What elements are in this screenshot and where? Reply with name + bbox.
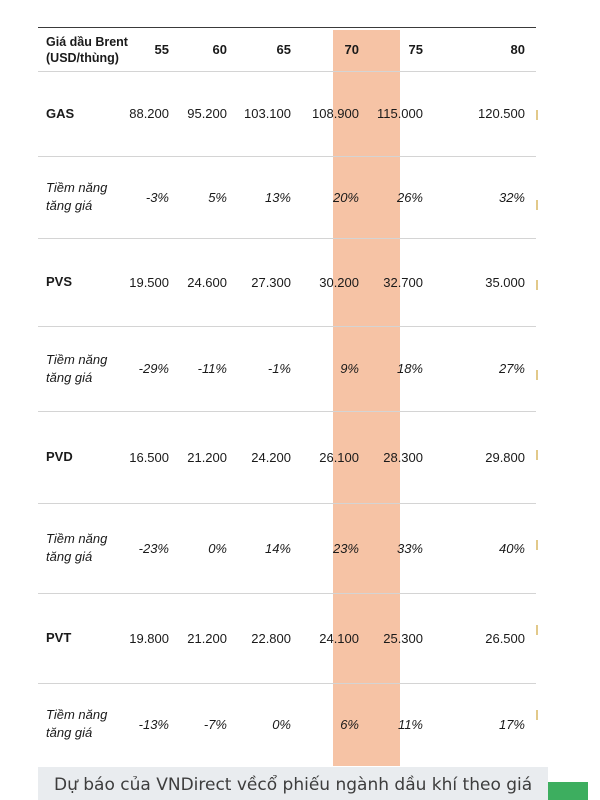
- row-label: [46, 156, 107, 238]
- table-cell: 21.200: [187, 630, 227, 646]
- table-cell: 13%: [264, 189, 291, 205]
- table-cell: 6%: [340, 716, 359, 732]
- scroll-mark: [536, 540, 538, 550]
- table-row-upside: [38, 326, 536, 412]
- table-cell: 29.800: [485, 449, 525, 465]
- table-cell: 80: [510, 42, 525, 57]
- table-cell: 0%: [272, 716, 291, 732]
- table-cell: 27.300: [251, 274, 291, 290]
- caption-bar: [38, 767, 548, 800]
- table-cell: 9%: [340, 361, 359, 376]
- green-action-button[interactable]: [548, 782, 588, 800]
- caption-text: Dự báo của VNDirect vềcổ phiếu ngành dầu khí theo giá: [54, 775, 533, 795]
- row-label-line: GAS: [46, 105, 75, 121]
- oil-price-sensitivity-table: [38, 27, 536, 766]
- table-cell: 21.200: [187, 449, 227, 465]
- table-row-price: [38, 71, 536, 157]
- row-label-line: Giá dầu Brent: [46, 34, 128, 49]
- table-cell: 65: [276, 42, 291, 57]
- table-cell: 14%: [264, 540, 291, 556]
- table-row-price: [38, 593, 536, 684]
- row-label-line: tăng giá: [46, 369, 93, 385]
- table-cell: 20%: [332, 189, 359, 205]
- table-cell: 32%: [498, 189, 525, 205]
- row-label: [46, 593, 71, 683]
- table-cell: 23%: [332, 540, 359, 556]
- table-row-upside: [38, 683, 536, 765]
- table-cell: 115.000: [376, 106, 423, 121]
- row-label-line: Tiềm năng: [46, 707, 108, 722]
- table-cell: 103.100: [244, 106, 291, 121]
- row-label-line: tăng giá: [46, 198, 93, 213]
- table-cell: -1%: [267, 361, 291, 376]
- scroll-mark: [536, 625, 538, 635]
- table-cell: 16.500: [129, 449, 169, 465]
- table-cell: 120.500: [478, 106, 525, 121]
- row-label: [46, 411, 73, 503]
- table-cell: 60: [212, 42, 227, 57]
- table-cell: 75: [408, 42, 423, 57]
- table-row-upside: [38, 503, 536, 594]
- table-cell: 11%: [397, 716, 423, 732]
- table-cell: 5%: [208, 189, 227, 205]
- table-cell: 32.700: [383, 274, 423, 290]
- table-cell: -7%: [203, 716, 227, 732]
- table-cell: 55: [154, 42, 169, 57]
- row-label-line: Tiềm năng: [46, 531, 108, 546]
- table-cell: 108.900: [312, 106, 359, 121]
- table-cell: 27%: [498, 361, 525, 376]
- scroll-mark: [536, 450, 538, 460]
- table-cell: 26%: [396, 189, 423, 205]
- scroll-mark: [536, 710, 538, 720]
- row-label-line: PVD: [46, 449, 73, 464]
- table-cell: 88.200: [129, 106, 169, 121]
- table-cell: 40%: [498, 540, 525, 556]
- table-row-price: [38, 411, 536, 504]
- scroll-mark: [536, 200, 538, 210]
- table-cell: 35.000: [485, 274, 525, 290]
- table-cell: 25.300: [383, 630, 423, 646]
- scroll-mark: [536, 370, 538, 380]
- table-header-row: [38, 28, 536, 72]
- row-label-line: Tiềm năng: [46, 180, 108, 195]
- table-cell: 19.800: [129, 630, 169, 646]
- row-label-line: PVS: [46, 274, 73, 289]
- table-cell: 24.100: [319, 630, 359, 646]
- scroll-mark: [536, 280, 538, 290]
- table-cell: 24.200: [251, 449, 291, 465]
- table-cell: 26.500: [485, 630, 525, 646]
- table-cell: 22.800: [251, 630, 291, 646]
- table-cell: -29%: [138, 361, 169, 376]
- row-label-line: tăng giá: [46, 549, 93, 564]
- row-label: [46, 238, 72, 326]
- row-label-line: PVT: [46, 630, 72, 645]
- row-label: [46, 71, 74, 156]
- table-cell: -13%: [138, 716, 169, 732]
- table-cell: -3%: [145, 189, 169, 205]
- table-row-upside: [38, 156, 536, 239]
- row-label-line: Tiềm năng: [46, 351, 108, 367]
- row-label-line: tăng giá: [46, 725, 93, 740]
- row-label: [46, 326, 107, 411]
- row-label: [46, 683, 107, 765]
- table-cell: -23%: [138, 540, 169, 556]
- table-cell: 33%: [396, 540, 423, 556]
- table-cell: 70: [344, 42, 359, 57]
- table-cell: 95.200: [187, 106, 227, 121]
- table-cell: 17%: [498, 716, 525, 732]
- table-cell: 28.300: [383, 449, 423, 465]
- table-row-price: [38, 238, 536, 327]
- side-scroll-marks: [536, 80, 540, 760]
- table-cell: 24.600: [187, 274, 227, 290]
- table-cell: 30.200: [319, 274, 359, 290]
- table-cell: 26.100: [319, 449, 359, 465]
- table-cell: 19.500: [129, 274, 169, 290]
- table-cell: -11%: [197, 361, 227, 376]
- table-cell: 0%: [208, 540, 227, 556]
- row-label: [46, 503, 107, 593]
- table-cell: 18%: [396, 361, 423, 376]
- scroll-mark: [536, 110, 538, 120]
- row-label-line: (USD/thùng): [46, 50, 119, 65]
